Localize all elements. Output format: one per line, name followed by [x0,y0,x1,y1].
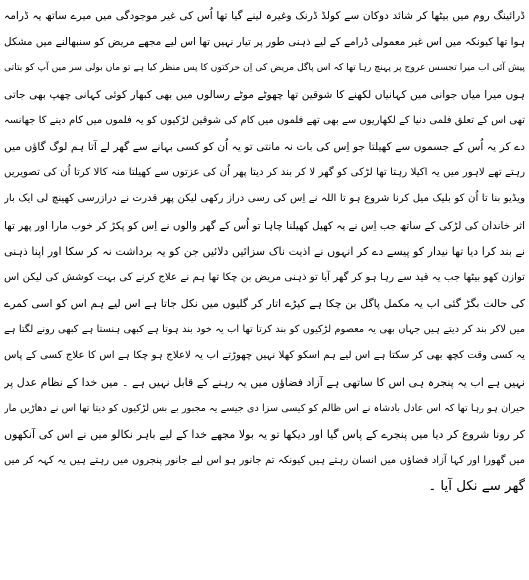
text-line: اثر خاندان کی لڑکی کے ساتھ جب اِس نے یہ کھیل کھیلنا چاہا تو اُس کے گھر والوں نے اِس کو پکڑ کر خوب مارا اور پھر تھا [4,219,525,232]
text-line: نے بند کرا دیا تھا نیدار کو پیسے دے کر انہوں نے اذیت ناک سزائیں دلائیں جن کو یہ برداشت نہ کر سکا اور اپنا ذہنی [4,244,525,258]
text-line: میں لاکر بند کر دیتے ہیں جہاں بھی یہ معصوم لڑکیوں کو بند کرتا تھا اب یہ خود بند ہوتا ہے کبھی ہنستا ہے کبھی رونے لگتا ہے [4,324,525,336]
text-line: حیران ہو رہا تھا کہ اس عادل بادشاہ نے اس ظالم کو کیسی سزا دی جیسے یہ مجبور بے بس لڑکیوں کو دیتا تھا اس نے دھاڑیں مار [4,402,525,414]
text-line: ہوں میرا میاں جوانی میں کہانیاں لکھنے کا شوقین تھا چھوٹے موٹے رسالوں میں بھی کبھار کوئی کہانی چھپ بھی جاتی [4,88,525,101]
text-line: میں گھورا اور کہا آزاد فضاؤں میں انسان رہتے ہیں کیونکہ تم جانور ہو اس لیے جانور پنجروں میں رہتے ہیں یہ کہہ کر میں [4,455,525,467]
text-line: رہتے تھے لاہور میں یہ اکیلا رہتا تھا لڑکی کو گھر لا کر بند کر دیتا پھر اُن کی عزتوں سے کھیلتا منہ کالا کرتا اُن کی تصویریں [4,167,525,179]
text-line: ویڈیو بنا تا اُن کو بلیک میل کرنا شروع ہو تا اللہ نے اِس کی رسی دراز رکھی لیکن پھر قدرت نے درازرسی کھینچ لی ایک بار [4,193,525,205]
text-line: نہیں ہے اب یہ پنجرہ ہی اس کا ساتھی ہے آزاد فضاؤں میں یہ رہنے کے قابل نہیں ہے ۔ میں خدا کے نظام عدل پر [4,375,525,389]
text-line: یہ کسی وقت کچھ بھی کر سکتا ہے اس لیے ہم اسکو کھلا نہیں چھوڑتے اب یہ لاعلاج ہو چکا ہے اس کا علاج کسی کے پاس [4,350,525,362]
text-line: کر رونا شروع کر دیا میں پنجرے کے پاس گیا اور دیکھا تو یہ بولا مجھے خدا کے لیے باہر نکالو میں نے اس کی آنکھوں [4,428,525,441]
text-line: تھی اس کے تعلق فلمی دنیا کے لکھاریوں سے بھی تھے فلموں میں کام کی شوقین لڑکیوں کو یہ فلموں میں کام دینے کا جھانسہ [4,114,525,126]
text-line-last: گھر سے نکل آیا ۔ [428,479,525,495]
text-line: توازن کھو بیٹھا جب یہ قید سے رہا ہو کر گھر آیا تو ذہنی مریض بن چکا تھا ہم نے علاج کرنے کی بہت کوشش کی لیکن اس [4,271,525,283]
text-line: ڈرائینگ روم میں بیٹھا کر شائد دوکان سے کولڈ ڈرنک وغیرہ لینے گیا تھا اُس کی غیر موجودگی میں میرے ساتھ یہ ڈرامہ [4,10,525,22]
urdu-text-body [4,3,525,501]
text-line: کی حالت بگڑ گئی اب یہ مکمل پاگل بن چکا ہے کپڑے اتار کر گلیوں میں نکل جاتا ہے اس لیے ہم اس کو اسی کمرے [4,297,525,311]
text-line: ہوا تھا کیونکہ میں اس غیر معمولی ڈرامے کے لیے ذہنی طور پر تیار نہیں تھا اس لیے مجھے مریض کو سنبھالنے میں مشکل [4,36,525,49]
text-line: دے کر یہ اُس کے جسموں سے کھیلتا جو اِس کی بات نہ مانتی تو یہ اُن کو کسی بہانے سے گھر لے آتا ہم لوگ گاؤں میں [4,140,525,153]
text-line: پیش آئی اب میرا تجسس عروج پر پہنچ رہا تھا کہ اس پاگل مریض کی اِن حرکتوں کا پس منظر کیا ہے تو ماں بولی سر میں آپ کو بتاتی [4,62,525,74]
